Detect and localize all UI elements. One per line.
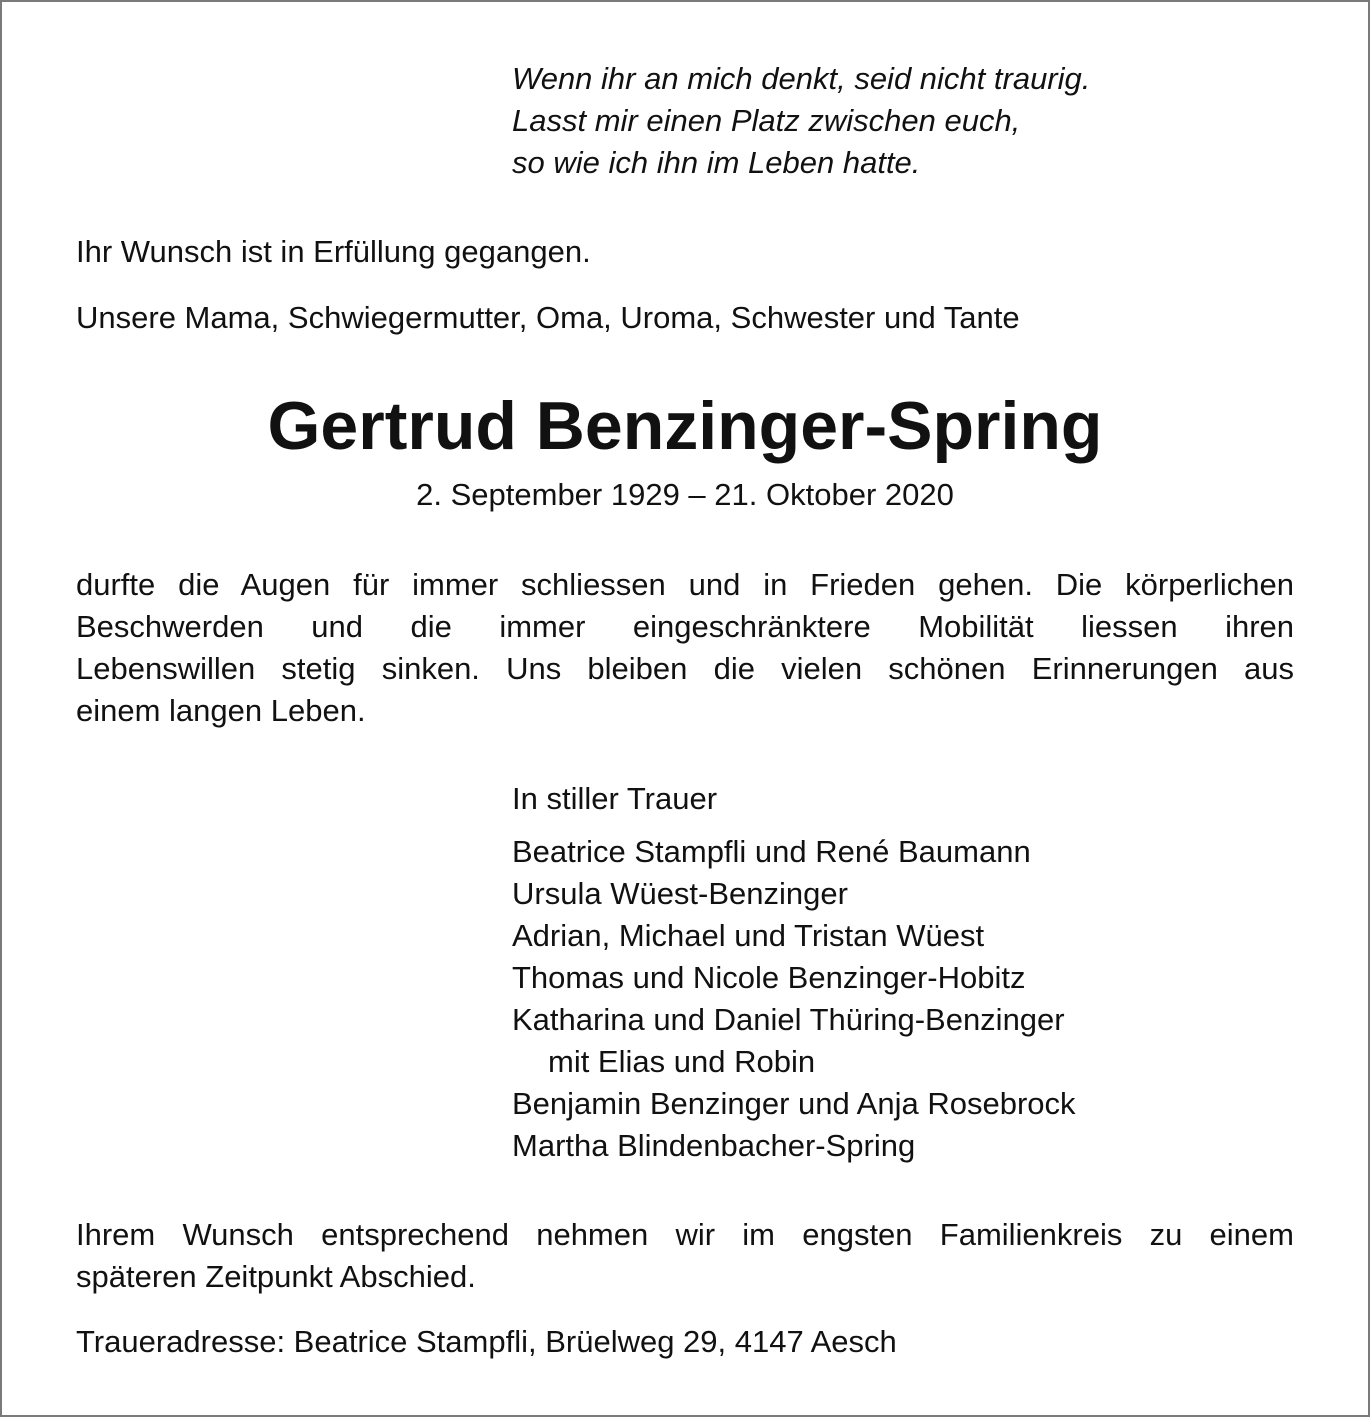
mourner-entry: Beatrice Stampfli und René Baumann [512,834,1031,869]
poem-line: so wie ich ihn im Leben hatte. [512,145,921,180]
mourner-entry: Katharina und Daniel Thüring-Benzinger [512,1002,1065,1037]
mourner-entry: Ursula Wüest-Benzinger [512,876,848,911]
life-dates: 2. September 1929 – 21. Oktober 2020 [416,477,954,512]
mourning-address: Traueradresse: Beatrice Stampfli, Brüelweg 29, 4147 Aesch [76,1324,897,1359]
mourners-list [512,831,1076,1167]
relation-text: Unsere Mama, Schwiegermutter, Oma, Uroma, Schwester und Tante [76,300,1020,335]
farewell-line: Ihrem Wunsch entsprechend nehmen wir im engsten Familienkreis zu einem [76,1217,1294,1252]
poem-line: Wenn ihr an mich denkt, seid nicht traurig. [512,61,1091,96]
body-line: durfte die Augen für immer schliessen und in Frieden gehen. Die körperlichen [76,567,1294,602]
mourning-heading: In stiller Trauer [512,781,718,816]
poem-quote [512,58,1090,184]
body-paragraph [76,564,1294,732]
mourner-entry: Martha Blindenbacher-Spring [512,1128,916,1163]
body-line: Lebenswillen stetig sinken. Uns bleiben die vielen schönen Erinnerungen aus [76,651,1294,686]
farewell-paragraph [76,1214,1294,1298]
intro-text: Ihr Wunsch ist in Erfüllung gegangen. [76,234,591,269]
mourner-entry: Thomas und Nicole Benzinger-Hobitz [512,960,1026,995]
farewell-line: späteren Zeitpunkt Abschied. [76,1259,476,1294]
body-line: Beschwerden und die immer eingeschränktere Mobilität liessen ihren [76,609,1294,644]
deceased-name: Gertrud Benzinger-Spring [267,388,1103,464]
mourner-entry: Benjamin Benzinger und Anja Rosebrock [512,1086,1076,1121]
poem-line: Lasst mir einen Platz zwischen euch, [512,103,1021,138]
mourner-entry: Adrian, Michael und Tristan Wüest [512,918,985,953]
body-line: einem langen Leben. [76,693,366,728]
mourner-entry: mit Elias und Robin [548,1044,816,1079]
